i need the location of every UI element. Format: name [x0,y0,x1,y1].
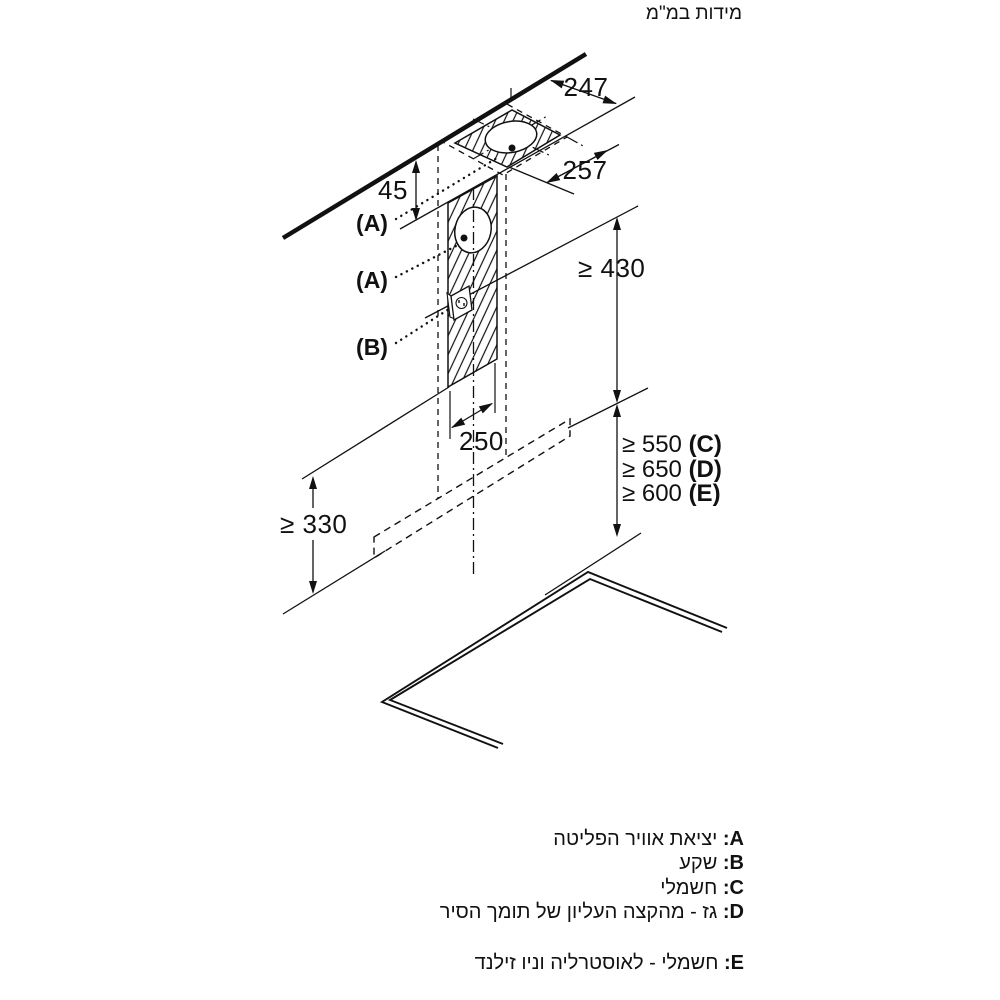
dim-45-value: 45 [378,175,408,205]
legend-item-c [440,876,744,900]
legend-text: חשמלי - לאוסטרליה וניו זילנד [474,952,719,975]
wall-recess-area [447,176,497,387]
callout-label-a-mid: (A) [356,267,388,293]
page-title: מידות במ"מ [645,3,742,24]
clearance-ref: (D) [688,455,722,483]
duct-center-dot [509,145,516,152]
dim-247-value: 247 [563,72,609,102]
legend-text: יציאת אוויר הפליטה [553,828,718,850]
dim-330-value: ≥ 330 [277,509,350,540]
legend-key: A: [722,828,744,850]
dim-430-value: ≥ 430 [578,253,646,283]
duct-center-dot [461,235,468,242]
clearance-row-e [622,482,722,507]
clearance-value: ≥ 550 [622,431,682,458]
legend-key: D: [722,900,744,923]
clearance-ref: (C) [688,431,722,458]
callout-label-a-top: (A) [356,210,388,236]
clearance-list [622,433,722,507]
clearance-row-c [622,433,722,458]
legend-text: חשמלי [660,876,718,899]
clearance-value: ≥ 600 [622,480,682,507]
legend-key: E: [723,952,744,975]
legend-item-b [440,851,744,875]
clearance-ref: (E) [688,480,721,507]
legend-key: C: [722,876,744,899]
dim-clearance [613,404,621,537]
clearance-value: ≥ 650 [622,455,682,483]
dim-250-value: 250 [459,426,504,456]
legend-text: שקע [679,852,718,875]
legend-item-d [440,900,744,924]
callout-label-b: (B) [356,334,388,360]
legend-item-e [440,951,744,975]
clearance-row-d [622,455,722,483]
dim-430 [613,217,621,403]
legend-text: גז - מהקצה העליון של תומך הסיר [439,900,718,923]
legend [440,827,744,975]
legend-item-a [440,827,744,851]
countertop-outline [382,572,727,748]
dim-257-value: 257 [562,155,608,185]
legend-key: B: [722,852,744,875]
